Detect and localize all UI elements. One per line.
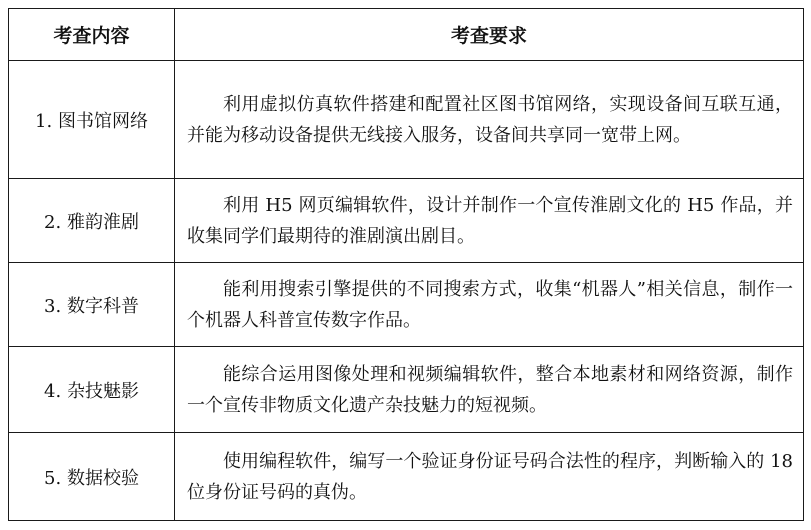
table-row xyxy=(9,347,804,433)
table-row xyxy=(9,179,804,263)
topic-cell: 2. 雅韵淮剧 xyxy=(9,179,175,263)
table-row xyxy=(9,61,804,179)
requirement-cell: 利用虚拟仿真软件搭建和配置社区图书馆网络，实现设备间互联互通，并能为移动设备提供无线接入服务，设备间共享同一宽带上网。 xyxy=(175,61,804,179)
requirement-cell: 利用 H5 网页编辑软件，设计并制作一个宣传淮剧文化的 H5 作品，并收集同学们最期待的淮剧演出剧目。 xyxy=(175,179,804,263)
requirement-cell: 使用编程软件，编写一个验证身份证号码合法性的程序，判断输入的 18 位身份证号码的真伪。 xyxy=(175,433,804,521)
table-header-row xyxy=(9,9,804,61)
requirements-table xyxy=(8,8,804,521)
requirements-table-container xyxy=(8,8,804,521)
header-requirement: 考查要求 xyxy=(175,9,804,61)
table-row xyxy=(9,263,804,347)
table-row xyxy=(9,433,804,521)
topic-cell: 3. 数字科普 xyxy=(9,263,175,347)
requirement-cell: 能综合运用图像处理和视频编辑软件，整合本地素材和网络资源，制作一个宣传非物质文化遗产杂技魅力的短视频。 xyxy=(175,347,804,433)
topic-cell: 1. 图书馆网络 xyxy=(9,61,175,179)
topic-cell: 5. 数据校验 xyxy=(9,433,175,521)
requirement-cell: 能利用搜索引擎提供的不同搜索方式，收集“机器人”相关信息，制作一个机器人科普宣传数字作品。 xyxy=(175,263,804,347)
header-topic: 考查内容 xyxy=(9,9,175,61)
topic-cell: 4. 杂技魅影 xyxy=(9,347,175,433)
